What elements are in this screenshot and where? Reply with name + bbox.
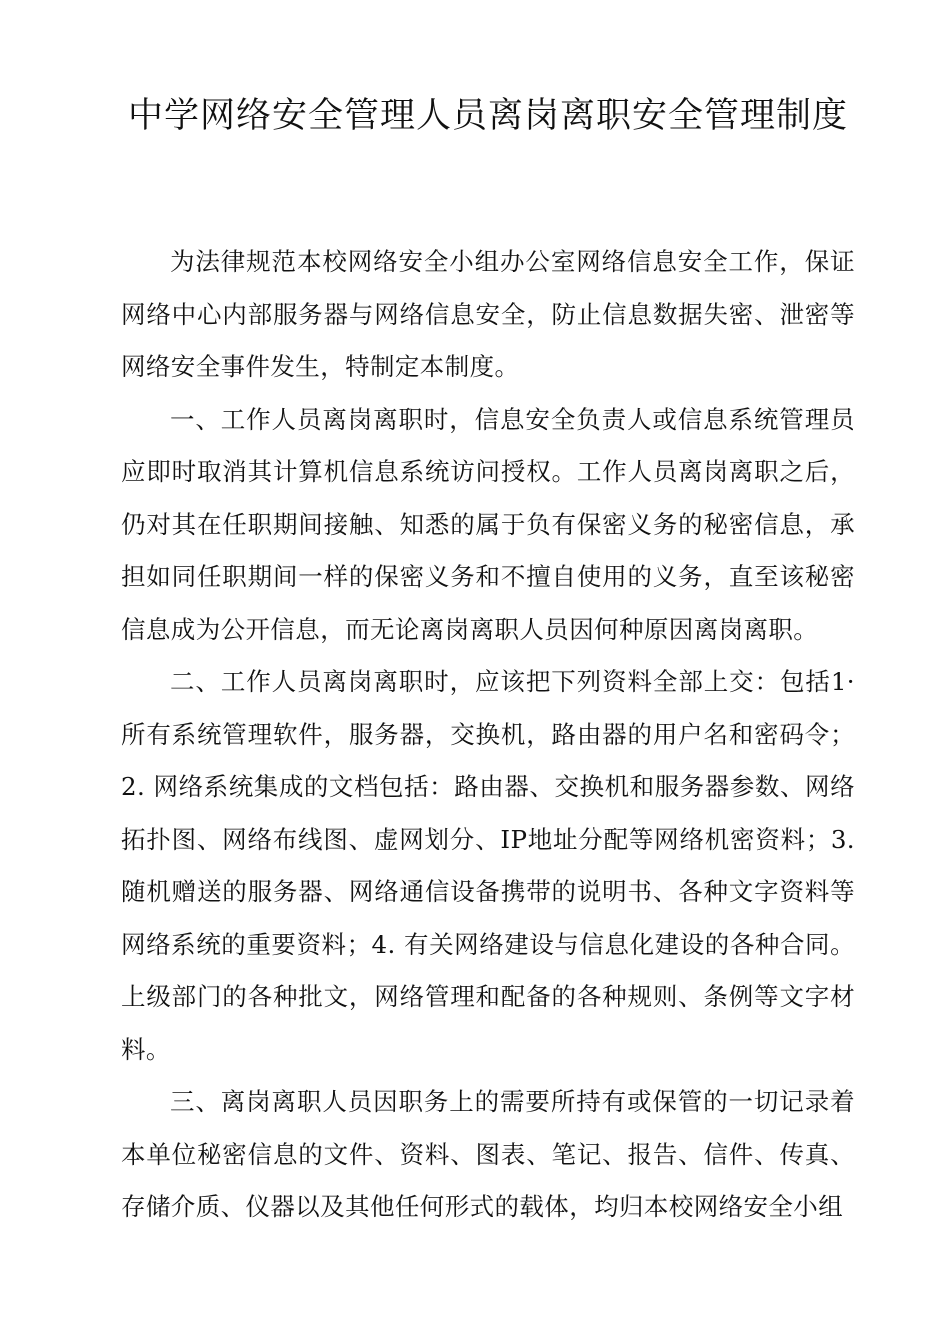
- clause-three-paragraph: 三、离岗离职人员因职务上的需要所持有或保管的一切记录着本单位秘密信息的文件、资料、图表、笔记、报告、信件、传真、存储介质、仪器以及其他任何形式的载体，均归本校网络安全小组: [121, 1087, 855, 1221]
- document-title: 中学网络安全管理人员离岗离职安全管理制度: [127, 96, 848, 136]
- intro-paragraph: 为法律规范本校网络安全小组办公室网络信息安全工作，保证网络中心内部服务器与网络信息安全，防止信息数据失密、泄密等网络安全事件发生，特制定本制度。: [121, 247, 855, 381]
- document-body: [121, 236, 855, 1234]
- clause-two-paragraph: 二、工作人员离岗离职时，应该把下列资料全部上交：包括1·所有系统管理软件，服务器，交换机，路由器的用户名和密码令；2. 网络系统集成的文档包括：路由器、交换机和服务器参数、网络拓扑图、网络布线图、虚网划分、IP地址分配等网络机密资料；3. 随机赠送的服务器、网络通信设备携带的说明书、各种文字资料等网络系统的重要资料；4. 有关网络建设与信息化建设的各种合同。上级部门的各种批文，网络管理和配备的各种规则、条例等文字材料。: [121, 667, 855, 1064]
- clause-one-paragraph: 一、工作人员离岗离职时，信息安全负责人或信息系统管理员应即时取消其计算机信息系统访问授权。工作人员离岗离职之后，仍对其在任职期间接触、知悉的属于负有保密义务的秘密信息，承担如同任职期间一样的保密义务和不擅自使用的义务，直至该秘密信息成为公开信息，而无论离岗离职人员因何种原因离岗离职。: [121, 404, 855, 644]
